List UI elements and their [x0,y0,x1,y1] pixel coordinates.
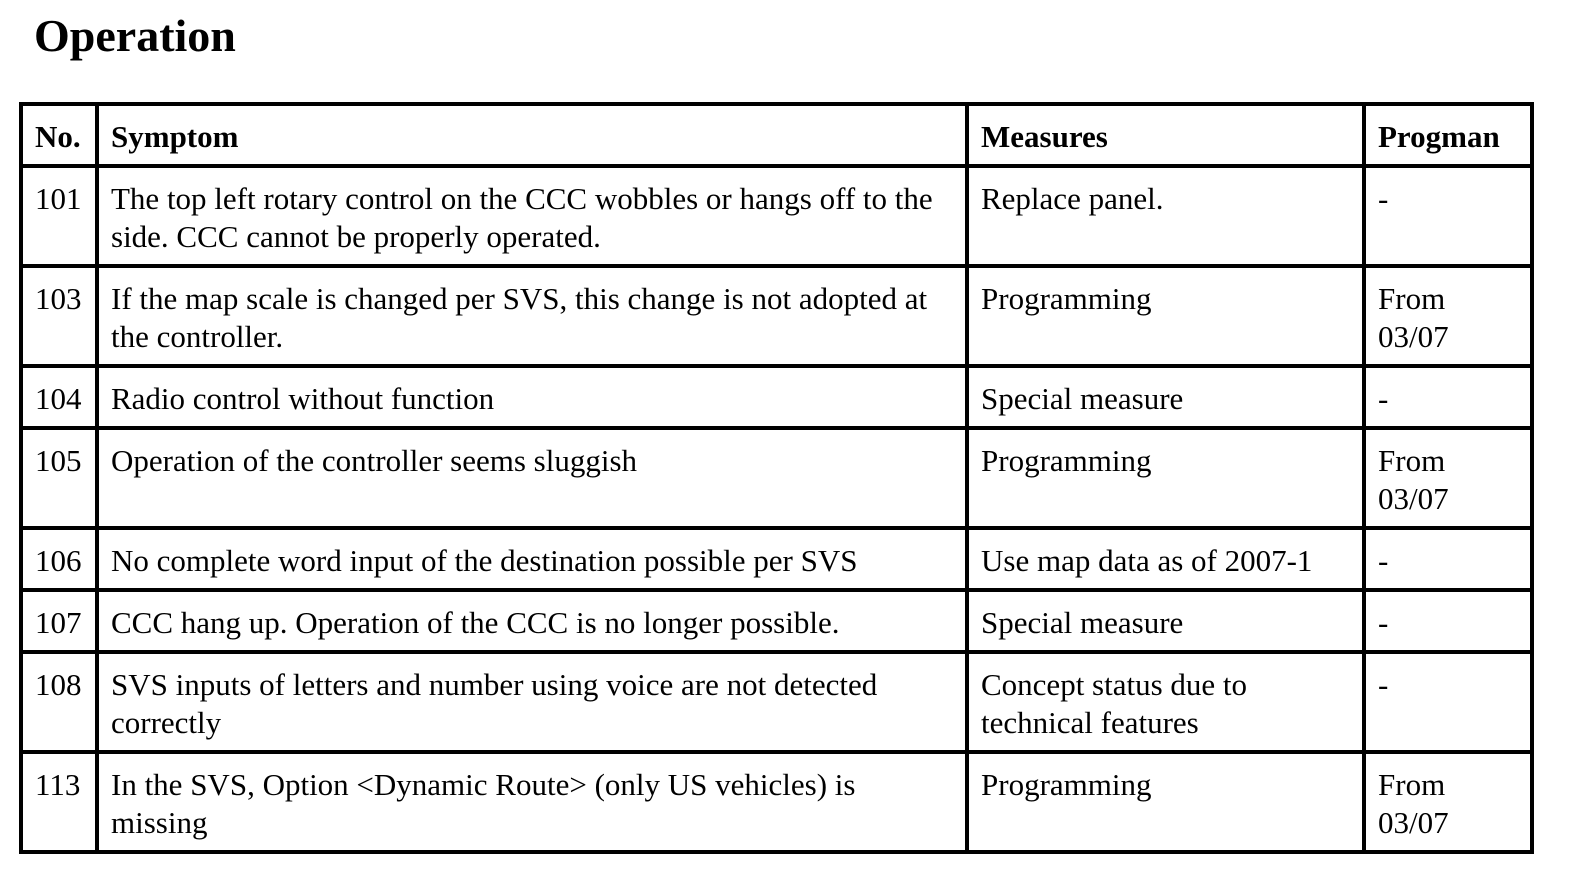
cell-progman: - [1364,652,1532,752]
table-row [21,652,1532,752]
cell-progman: From 03/07 [1364,266,1532,366]
cell-no: 105 [21,428,97,528]
cell-measures: Programming [967,428,1364,528]
cell-progman: - [1364,528,1532,590]
table-row [21,428,1532,528]
cell-symptom: Operation of the controller seems sluggish [97,428,967,528]
cell-symptom: SVS inputs of letters and number using voice are not detected correctly [97,652,967,752]
cell-measures: Use map data as of 2007-1 [967,528,1364,590]
column-header-progman: Progman [1364,104,1532,166]
column-header-no: No. [21,104,97,166]
cell-measures: Concept status due to technical features [967,652,1364,752]
cell-symptom: No complete word input of the destination possible per SVS [97,528,967,590]
cell-progman: From 03/07 [1364,752,1532,852]
table-row [21,752,1532,852]
table-row [21,366,1532,428]
cell-measures: Programming [967,752,1364,852]
cell-measures: Special measure [967,366,1364,428]
cell-progman: From 03/07 [1364,428,1532,528]
operation-table [19,102,1534,854]
cell-no: 108 [21,652,97,752]
page-title: Operation [34,10,236,61]
cell-symptom: If the map scale is changed per SVS, this change is not adopted at the controller. [97,266,967,366]
cell-no: 101 [21,166,97,266]
cell-progman: - [1364,590,1532,652]
cell-no: 104 [21,366,97,428]
cell-symptom: Radio control without function [97,366,967,428]
cell-no: 107 [21,590,97,652]
cell-no: 106 [21,528,97,590]
cell-measures: Programming [967,266,1364,366]
cell-measures: Special measure [967,590,1364,652]
column-header-symptom: Symptom [97,104,967,166]
cell-symptom: CCC hang up. Operation of the CCC is no longer possible. [97,590,967,652]
table-header-row [21,104,1532,166]
cell-symptom: In the SVS, Option <Dynamic Route> (only US vehicles) is missing [97,752,967,852]
cell-no: 113 [21,752,97,852]
table-row [21,590,1532,652]
cell-measures: Replace panel. [967,166,1364,266]
cell-symptom: The top left rotary control on the CCC wobbles or hangs off to the side. CCC cannot be properly operated. [97,166,967,266]
table-row [21,528,1532,590]
table-row [21,266,1532,366]
table-row [21,166,1532,266]
column-header-measures: Measures [967,104,1364,166]
cell-no: 103 [21,266,97,366]
cell-progman: - [1364,166,1532,266]
cell-progman: - [1364,366,1532,428]
